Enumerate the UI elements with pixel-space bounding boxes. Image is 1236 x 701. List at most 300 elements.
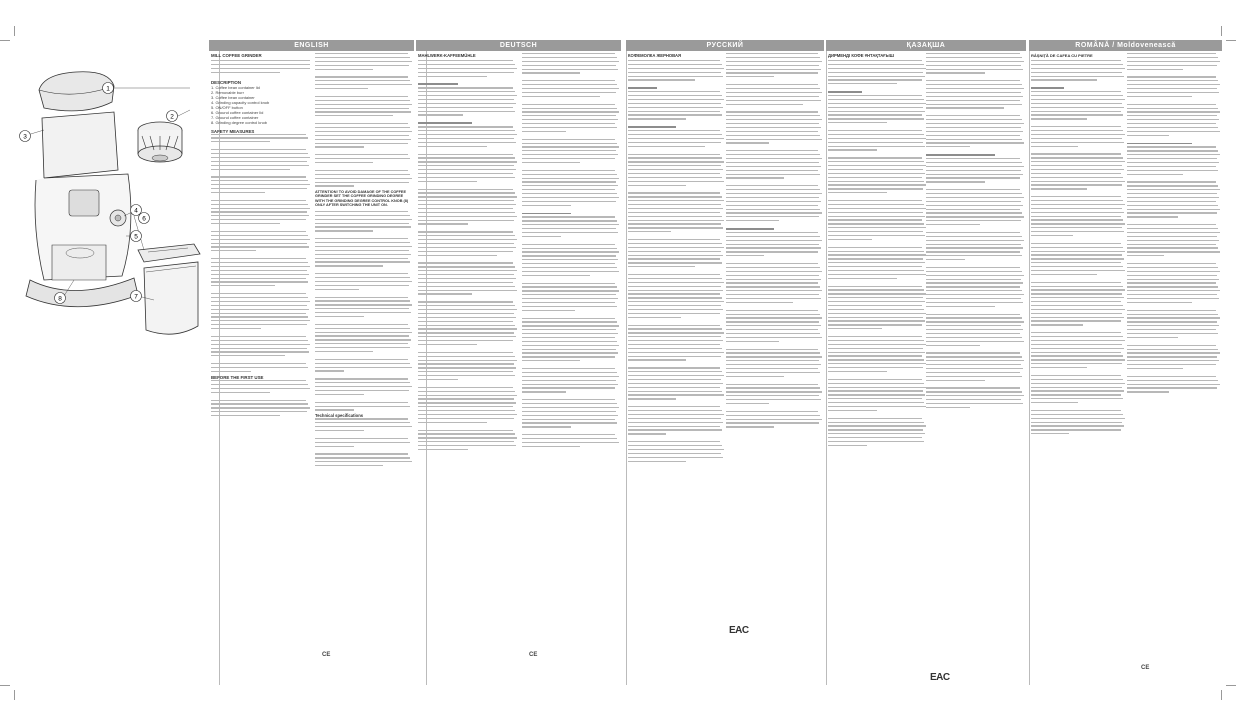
text-line: [522, 306, 617, 307]
text-line: [926, 232, 1020, 233]
text-line: [211, 176, 306, 177]
text-line: [1127, 111, 1220, 112]
text-line: [1031, 126, 1121, 127]
text-line: [315, 426, 412, 427]
text-line: [315, 316, 364, 317]
text-line: [1127, 298, 1219, 299]
text-line: [1127, 61, 1220, 62]
text-line: [926, 282, 1023, 283]
text-line: [1127, 247, 1218, 248]
text-line: [522, 65, 616, 66]
text-line: [926, 380, 985, 381]
instruction-sheet: [14, 40, 1222, 685]
text-line: [522, 158, 615, 159]
text-line: [418, 344, 477, 345]
text-line: [828, 336, 922, 337]
text-line: [1127, 212, 1217, 213]
text-line: [418, 138, 514, 139]
text-line: [315, 143, 408, 144]
text-line: [1031, 254, 1122, 255]
part-item: 1. Coffee bean container lid: [211, 84, 260, 90]
text-line: [926, 181, 985, 182]
text-line: [828, 212, 923, 213]
text-line: [522, 111, 619, 112]
text-line: [418, 122, 472, 124]
text-line: [211, 351, 309, 352]
text-line: [418, 309, 517, 310]
text-line: [418, 367, 516, 368]
text-line: [315, 418, 408, 419]
product-title: MILL COFFEE GRINDER: [211, 53, 262, 58]
text-line: [828, 363, 926, 364]
product-title: RÂȘNIȚĂ DE CAFEA CU PIETRE: [1031, 53, 1093, 58]
body-text: [315, 418, 412, 466]
text-line: [418, 332, 514, 333]
text-line: [522, 333, 618, 334]
text-line: [522, 294, 616, 295]
text-line: [628, 165, 721, 166]
text-line: [926, 251, 1020, 252]
description-heading: DESCRIPTION: [211, 79, 242, 85]
text-line: [726, 209, 820, 210]
text-line: [828, 134, 924, 135]
text-line: [726, 294, 819, 295]
svg-text:2: 2: [170, 113, 174, 121]
text-line: [926, 372, 1020, 373]
text-line: [315, 394, 364, 395]
text-line: [628, 255, 723, 256]
crop-mark: [1221, 690, 1222, 700]
text-line: [1127, 384, 1220, 385]
text-line: [926, 107, 1004, 108]
text-line: [628, 134, 722, 135]
text-line: [522, 325, 619, 326]
english-section: [209, 40, 414, 685]
text-line: [726, 53, 818, 54]
text-line: [828, 68, 926, 69]
text-line: [418, 352, 513, 353]
text-line: [828, 352, 925, 353]
text-line: [726, 69, 821, 70]
text-line: [1127, 349, 1218, 350]
text-line: [926, 197, 1024, 198]
text-line: [211, 215, 309, 216]
text-line: [1031, 340, 1125, 341]
text-line: [418, 130, 515, 131]
text-line: [726, 352, 820, 353]
text-line: [828, 289, 924, 290]
text-line: [828, 188, 923, 189]
text-line: [315, 84, 412, 85]
text-line: [1031, 146, 1078, 147]
safety-heading: SAFETY MEASURES: [211, 128, 255, 134]
text-line: [726, 298, 821, 299]
text-line: [522, 399, 615, 400]
text-line: [628, 461, 686, 462]
text-line: [628, 181, 724, 182]
text-line: [522, 310, 575, 311]
text-line: [726, 415, 820, 416]
text-line: [726, 111, 818, 112]
text-line: [828, 425, 926, 426]
text-line: [828, 114, 922, 115]
text-line: [628, 239, 720, 240]
romanian-section: [1029, 40, 1222, 685]
text-line: [1031, 79, 1097, 80]
text-line: [1127, 236, 1217, 237]
body-text: [315, 53, 412, 187]
text-line: [828, 239, 872, 240]
text-line: [828, 138, 926, 139]
text-line: [418, 402, 516, 403]
text-line: [211, 192, 265, 193]
part-item: 3. Coffee bean container: [211, 94, 255, 100]
text-line: [315, 281, 412, 282]
text-line: [828, 270, 924, 271]
text-line: [315, 154, 408, 155]
text-line: [1031, 142, 1124, 143]
text-line: [1127, 53, 1216, 54]
text-line: [211, 200, 306, 201]
text-line: [628, 356, 721, 357]
text-line: [418, 340, 513, 341]
text-line: [418, 321, 513, 322]
text-line: [628, 282, 724, 283]
text-line: [1031, 418, 1125, 419]
text-line: [828, 254, 926, 255]
text-line: [315, 127, 410, 128]
text-line: [315, 367, 412, 368]
text-line: [726, 57, 820, 58]
text-line: [522, 352, 618, 353]
text-line: [418, 278, 516, 279]
text-line: [211, 336, 306, 337]
text-line: [315, 446, 354, 447]
svg-text:7: 7: [134, 293, 138, 301]
product-title: ДИРМЕНДІ КОФЕ ҰНТАҚТАҒЫШ: [828, 53, 894, 58]
text-line: [1031, 177, 1123, 178]
text-line: [828, 146, 925, 147]
text-line: [726, 92, 822, 93]
text-line: [628, 208, 723, 209]
text-line: [628, 169, 723, 170]
text-line: [418, 126, 513, 127]
text-line: [628, 359, 686, 360]
text-line: [828, 184, 926, 185]
text-line: [418, 157, 515, 158]
text-line: [315, 111, 411, 112]
text-line: [1031, 219, 1123, 220]
text-line: [211, 157, 310, 158]
text-line: [926, 387, 1020, 388]
text-line: [628, 429, 722, 430]
text-line: [628, 278, 722, 279]
text-line: [522, 411, 616, 412]
text-line: [315, 261, 410, 262]
text-line: [726, 263, 818, 264]
text-line: [726, 391, 822, 392]
text-line: [628, 142, 721, 143]
text-line: [926, 65, 1021, 66]
text-line: [418, 161, 517, 162]
text-line: [522, 189, 615, 190]
svg-text:1: 1: [106, 85, 110, 93]
text-line: [828, 422, 924, 423]
text-line: [628, 336, 721, 337]
text-line: [418, 83, 458, 85]
text-line: [628, 204, 721, 205]
text-line: [1031, 355, 1123, 356]
text-line: [828, 274, 926, 275]
text-line: [418, 266, 515, 267]
text-line: [628, 286, 721, 287]
text-line: [726, 162, 819, 163]
text-line: [1031, 204, 1125, 205]
text-line: [211, 344, 310, 345]
text-line: [1127, 135, 1169, 136]
text-line: [418, 204, 516, 205]
text-line: [628, 325, 720, 326]
text-line: [828, 437, 922, 438]
text-line: [522, 290, 619, 291]
product-title: КОФЕМОЛКА ЖЕРНОВАЯ: [628, 53, 682, 58]
text-line: [418, 371, 513, 372]
text-line: [522, 263, 615, 264]
text-line: [926, 193, 1022, 194]
text-line: [418, 255, 497, 256]
attention-notice: ATTENTION! TO AVOID DAMAGE OF THE COFFEE GRINDER SET THE COFFEE GRINDING DEGREE WITH THE GRINDING DEGREE CONTROL KNOB (8) ONLY AFTER SWITCHING THE UNIT ON.: [315, 189, 409, 208]
part-item: 6. Ground coffee container lid: [211, 109, 264, 115]
text-line: [522, 115, 616, 116]
text-line: [522, 337, 615, 338]
text-line: [315, 185, 354, 186]
text-line: [1031, 161, 1125, 162]
text-line: [628, 418, 721, 419]
text-line: [926, 61, 1024, 62]
text-line: [828, 297, 923, 298]
text-line: [726, 337, 822, 338]
body-text: [726, 53, 822, 428]
svg-text:5: 5: [134, 233, 138, 241]
text-line: [726, 244, 819, 245]
text-line: [726, 61, 822, 62]
body-text: [315, 211, 412, 411]
text-line: [315, 254, 411, 255]
text-line: [1031, 313, 1122, 314]
text-line: [1127, 69, 1183, 70]
text-line: [1127, 263, 1216, 264]
text-line: [315, 57, 410, 58]
text-line: [522, 321, 617, 322]
text-line: [418, 231, 513, 232]
text-line: [926, 321, 1024, 322]
text-line: [522, 255, 616, 256]
text-line: [828, 122, 887, 123]
text-line: [926, 166, 1024, 167]
text-line: [315, 343, 408, 344]
text-line: [315, 104, 412, 105]
text-line: [726, 290, 822, 291]
text-line: [315, 297, 408, 298]
text-line: [1031, 320, 1121, 321]
text-line: [522, 349, 616, 350]
text-line: [418, 134, 517, 135]
text-line: [926, 100, 1020, 101]
text-line: [418, 114, 463, 115]
text-line: [628, 227, 723, 228]
text-line: [628, 422, 723, 423]
text-line: [1031, 181, 1125, 182]
text-line: [1127, 380, 1218, 381]
text-line: [315, 146, 364, 147]
text-line: [628, 247, 724, 248]
text-line: [211, 305, 307, 306]
text-line: [1031, 200, 1123, 201]
text-line: [211, 407, 310, 408]
text-line: [1127, 376, 1216, 377]
text-line: [418, 251, 513, 252]
text-line: [315, 442, 410, 443]
text-line: [726, 360, 819, 361]
text-line: [828, 387, 926, 388]
text-line: [522, 345, 619, 346]
text-line: [628, 371, 722, 372]
text-line: [315, 386, 412, 387]
text-line: [828, 367, 923, 368]
text-line: [628, 251, 721, 252]
text-line: [726, 364, 821, 365]
text-line: [1127, 345, 1216, 346]
text-line: [926, 337, 1022, 338]
text-line: [211, 188, 307, 189]
text-line: [418, 356, 515, 357]
text-line: [926, 201, 1021, 202]
text-line: [418, 173, 513, 174]
text-line: [315, 76, 408, 77]
text-line: [522, 422, 617, 423]
text-line: [628, 231, 671, 232]
text-line: [1031, 344, 1122, 345]
text-line: [726, 403, 769, 404]
text-line: [1031, 262, 1121, 263]
text-line: [926, 69, 1023, 70]
text-line: [315, 258, 408, 259]
text-line: [1031, 352, 1121, 353]
text-line: [522, 442, 619, 443]
text-line: [828, 348, 923, 349]
text-line: [418, 196, 517, 197]
text-line: [522, 259, 618, 260]
text-line: [1031, 293, 1122, 294]
text-line: [522, 283, 615, 284]
text-line: [522, 146, 619, 147]
text-line: [522, 360, 580, 361]
text-line: [628, 185, 686, 186]
text-line: [522, 143, 617, 144]
text-line: [418, 449, 468, 450]
text-line: [315, 211, 408, 212]
text-line: [418, 317, 516, 318]
text-line: [926, 189, 1020, 190]
text-line: [315, 80, 410, 81]
text-line: [1031, 297, 1124, 298]
text-line: [315, 285, 409, 286]
part-item: 8. Grinding degree control knob: [211, 119, 268, 125]
text-line: [726, 310, 818, 311]
text-line: [522, 232, 618, 233]
text-line: [211, 328, 261, 329]
text-line: [418, 146, 487, 147]
text-line: [828, 231, 923, 232]
text-line: [726, 286, 820, 287]
text-line: [315, 223, 409, 224]
text-line: [1031, 212, 1124, 213]
text-line: [211, 250, 256, 251]
text-line: [315, 115, 393, 116]
text-line: [211, 281, 308, 282]
text-line: [726, 170, 818, 171]
text-line: [1127, 76, 1216, 77]
part-item: 2. Removable burr: [211, 89, 244, 95]
text-line: [315, 347, 410, 348]
text-line: [628, 414, 724, 415]
text-line: [211, 165, 309, 166]
text-line: [628, 348, 722, 349]
body-text: [211, 134, 310, 373]
text-line: [628, 426, 720, 427]
text-line: [1127, 119, 1219, 120]
text-line: [1127, 80, 1218, 81]
text-line: [926, 376, 1022, 377]
text-line: [1031, 394, 1121, 395]
text-line: [828, 262, 925, 263]
text-line: [628, 138, 724, 139]
text-line: [211, 208, 310, 209]
text-line: [211, 141, 270, 142]
text-line: [418, 391, 515, 392]
text-line: [315, 242, 410, 243]
text-line: [828, 359, 924, 360]
text-line: [828, 142, 923, 143]
text-line: [1127, 146, 1216, 147]
text-line: [828, 60, 922, 61]
text-line: [726, 142, 769, 143]
text-line: [315, 100, 410, 101]
text-line: [926, 333, 1020, 334]
text-line: [211, 137, 308, 138]
text-line: [926, 220, 1021, 221]
text-line: [1031, 235, 1073, 236]
text-line: [926, 325, 1021, 326]
text-line: [828, 355, 922, 356]
text-line: [726, 275, 819, 276]
text-line: [1127, 88, 1217, 89]
text-line: [315, 308, 409, 309]
text-line: [1031, 398, 1123, 399]
crop-mark: [0, 685, 10, 686]
text-line: [418, 111, 515, 112]
text-line: [315, 219, 412, 220]
text-line: [726, 282, 818, 283]
text-line: [628, 332, 724, 333]
text-line: [1127, 337, 1178, 338]
text-line: [211, 348, 307, 349]
text-line: [926, 341, 1024, 342]
text-line: [1127, 387, 1217, 388]
text-line: [628, 379, 721, 380]
ce-mark: CE: [529, 652, 538, 658]
text-line: [418, 95, 517, 96]
